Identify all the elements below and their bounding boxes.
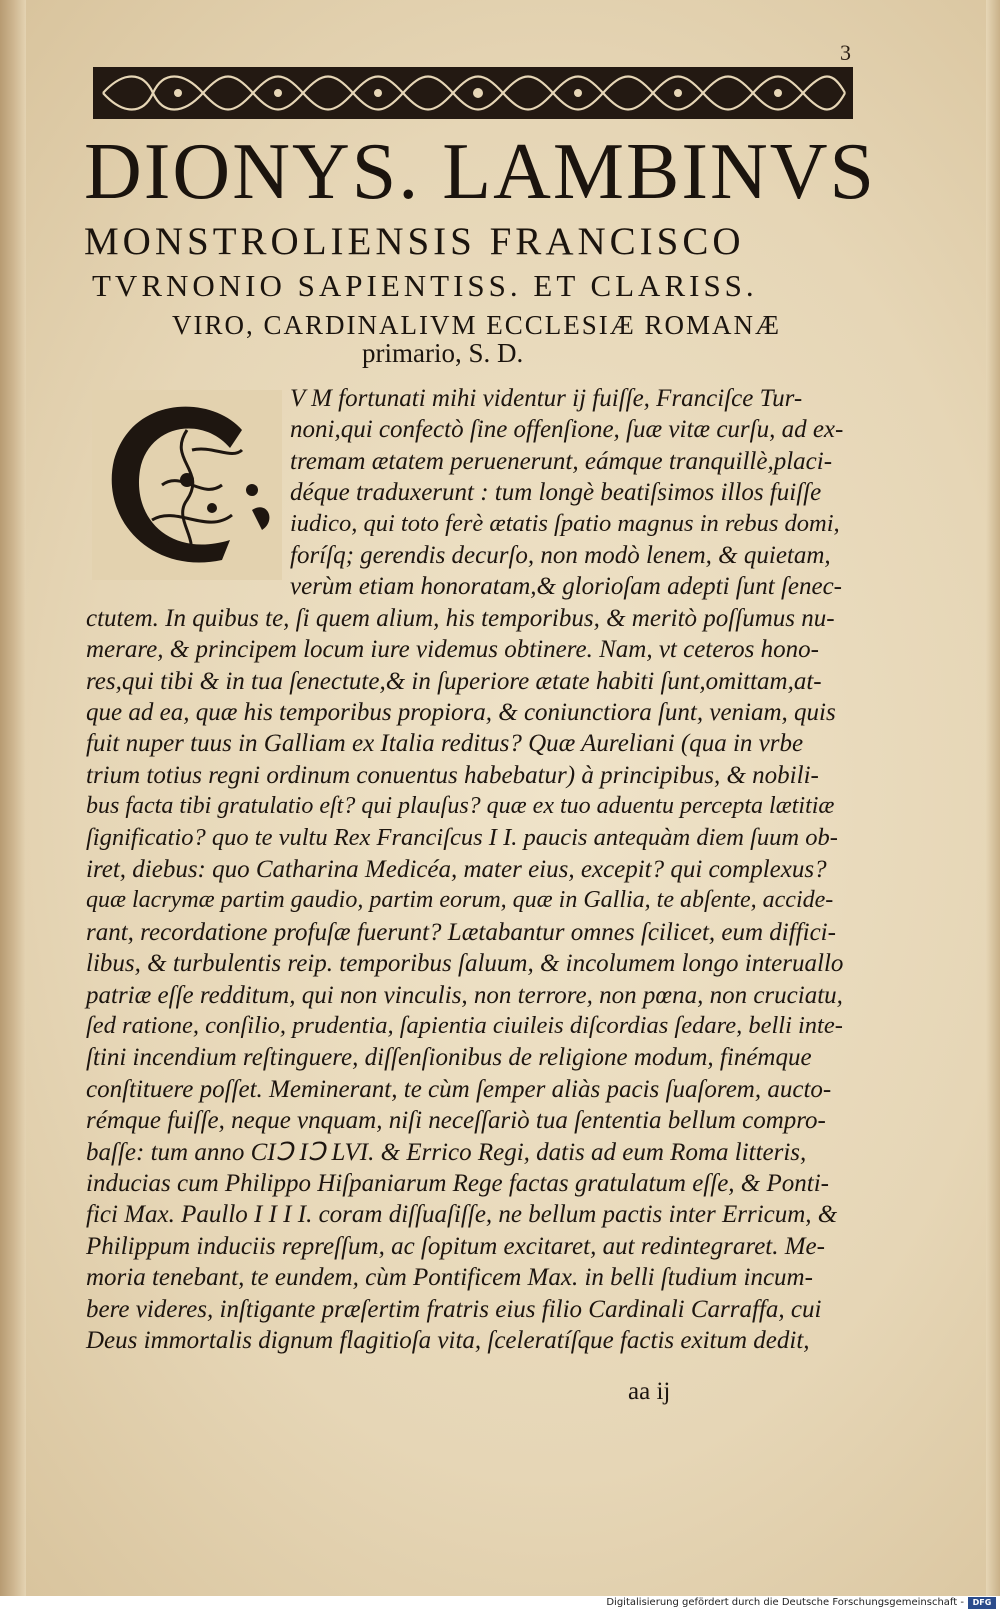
decorated-initial-c [92,390,282,580]
dfg-logo: DFG [968,1597,996,1609]
page-edge [986,0,1000,1596]
text-line: iudico, qui toto ferè ætatis ſpatio magnus in rebus domi, [290,509,840,537]
title-line-5: primario, S. D. [362,338,524,368]
text-line: patriæ eſſe redditum, qui non vinculis, non terrore, non pœna, non cruciatu, [86,981,843,1009]
title-line-3: TVRNONIO SAPIENTISS. ET CLARISS. [92,268,758,303]
text-line: quæ lacrymæ partim gaudio, partim eorum, quæ in Gallia, te abſente, accide- [86,887,834,914]
header-ornament-band [93,67,853,119]
text-line: bere videres, inſtigante præſertim fratris eius filio Cardinali Carraffa, cui [86,1295,822,1323]
text-line: rant, recordatione profuſæ fuerunt? Lætabantur omnes ſcilicet, eum diffici- [86,918,836,946]
text-line: ſignificatio? quo te vultu Rex Franciſcus I I. paucis antequàm diem ſuum ob- [86,823,838,851]
text-line: trium totius regni ordinum conuentus habebatur) à principibus, & nobili- [86,761,819,789]
text-line: déque traduxerunt : tum longè beatiſsimos illos fuiſſe [290,479,822,507]
binding-gutter [0,0,26,1596]
text-line: que ad ea, quæ his temporibus propiora, & coniunctiora ſunt, veniam, quis [86,699,836,726]
text-line: Philippum induciis repreſſum, ac ſopitum excitaret, aut redintegraret. Me- [86,1232,825,1260]
text-line: inducias cum Philippo Hiſpaniarum Rege factas gratulatum eſſe, & Ponti- [86,1170,829,1197]
title-author: DIONYS. LAMBINVS [84,128,877,216]
text-line: ſed ratione, conſilio, prudentia, ſapientia ciuileis diſcordias ſedare, belli inte- [86,1012,843,1039]
page-number: 3 [840,40,851,65]
text-line: noni,qui confectò ſine offenſione, ſuæ vitæ curſu, ad ex- [290,416,844,444]
catchword: aa ij [628,1378,671,1405]
text-line: res,qui tibi & in tua ſenectute,& in ſuperiore ætate habiti ſunt,omittam,at- [86,667,822,695]
digitization-credit: Digitalisierung gefördert durch die Deutsche Forschungsgemeinschaft - [606,1597,964,1608]
text-line: iret, diebus: quo Catharina Medicéa, mater eius, excepit? qui complexus? [86,856,827,883]
text-line: V M fortunati mihi videntur ij fuiſſe, Franciſce Tur- [290,385,803,412]
text-line: fici Max. Paullo I I I I. coram diſſuaſiſſe, ne bellum pactis inter Erricum, & [86,1201,838,1229]
text-line: ctutem. In quibus te, ſi quem alium, his temporibus, & meritò poſſumus nu- [86,604,835,632]
text-line: foríſq; gerendis decurſo, non modò lenem, & quietam, [290,542,831,569]
text-line: libus, & turbulentis reip. temporibus ſaluum, & incolumem longo interuallo [86,950,844,978]
text-line: Deus immortalis dignum flagitioſa vita, ſceleratíſque factis exitum dedit, [86,1327,810,1354]
text-line: fuit nuper tuus in Galliam ex Italia reditus? Quæ Aureliani (qua in vrbe [86,730,804,758]
text-line: ſtini incendium reſtinguere, diſſenſionibus de religione modum, finémque [86,1044,812,1072]
text-line: tremam ætatem peruenerunt, eámque tranquillè,placi- [290,447,833,475]
text-line: rémque fuiſſe, neque vnquam, niſi neceſſariò tua ſententia bellum compro- [86,1107,826,1135]
title-line-4: VIRO, CARDINALIVM ECCLESIÆ ROMANÆ [172,310,782,340]
text-line: conſtituere poſſet. Meminerant, te cùm ſemper aliàs pacis ſuaſorem, aucto- [86,1075,832,1103]
text-line: verùm etiam honoratam,& glorioſam adepti ſunt ſenec- [290,573,843,601]
text-line: moria tenebant, te eundem, cùm Pontificem Max. in belli ſtudium incum- [86,1264,813,1292]
text-line: merare, & principem locum iure videmus obtinere. Nam, vt ceteros hono- [86,636,819,664]
title-line-2: MONSTROLIENSIS FRANCISCO [84,220,745,263]
text-line: baſſe: tum anno CIↃ IↃ LVI. & Errico Regi, datis ad eum Roma litteris, [86,1138,807,1166]
text-line: bus facta tibi gratulatio eſt? qui plauſus? quæ ex tuo aduentu percepta lætitiæ [86,793,835,820]
